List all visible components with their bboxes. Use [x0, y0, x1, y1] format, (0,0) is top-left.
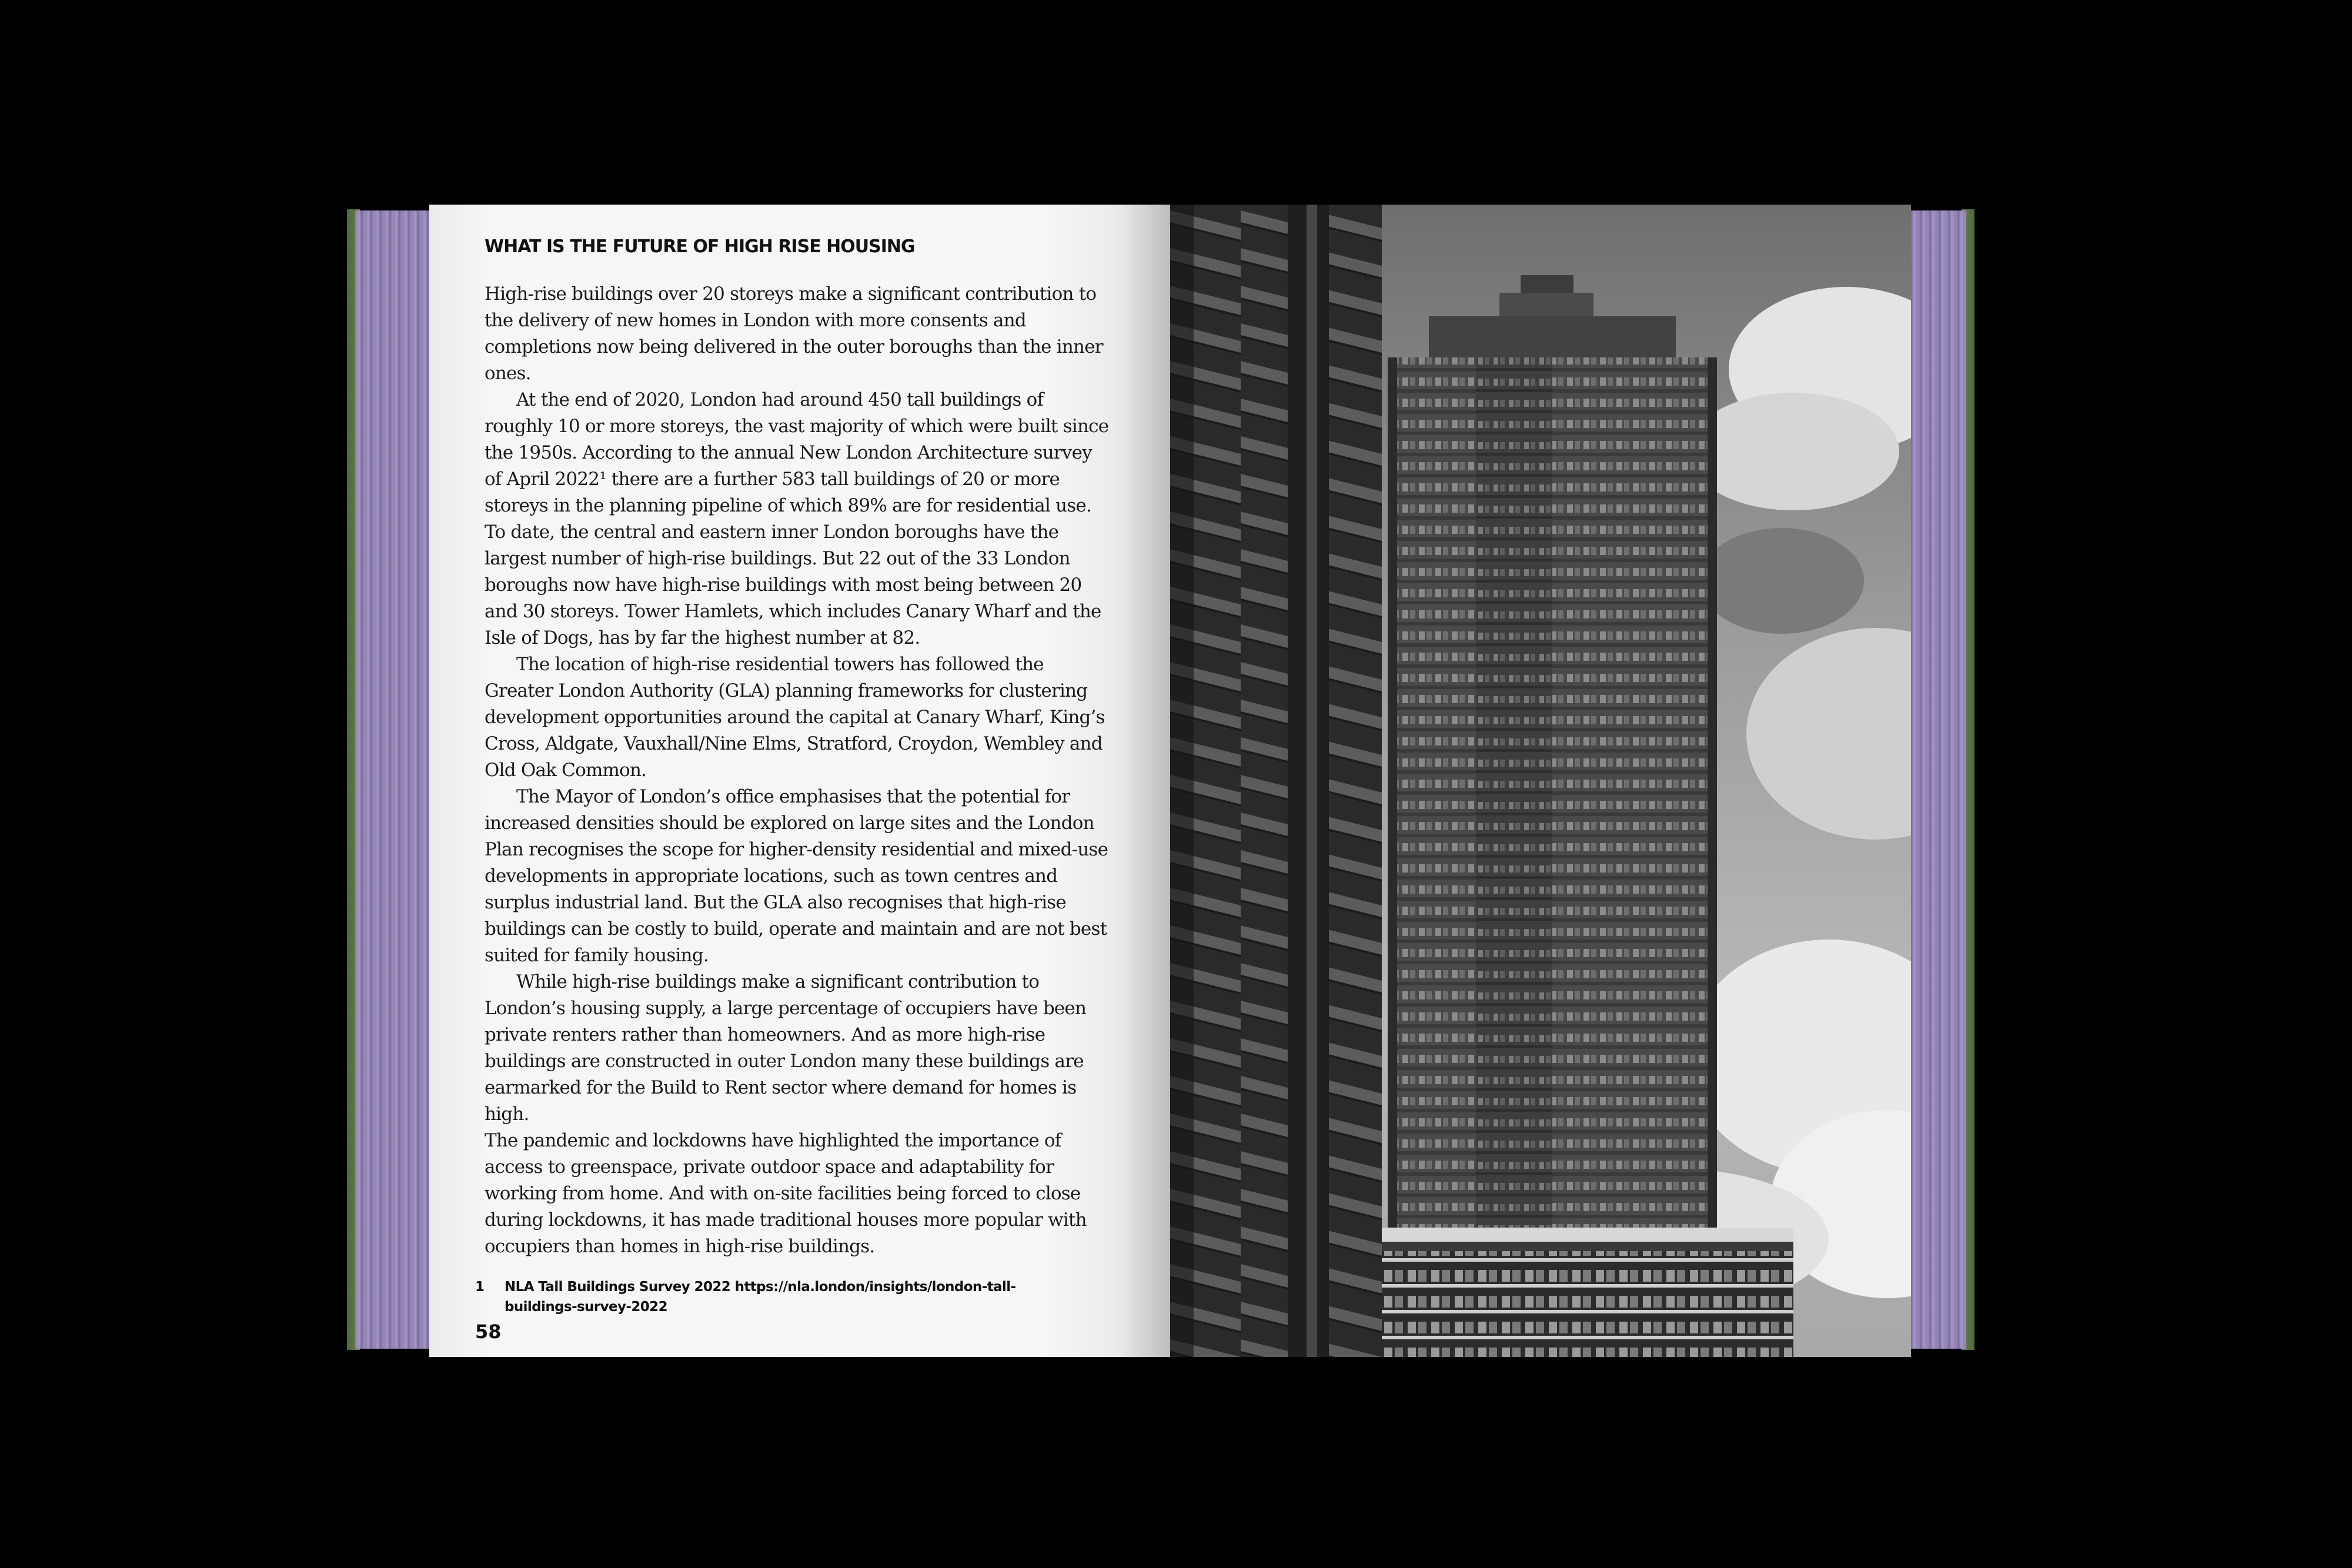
paragraph: At the end of 2020, London had around 450 tall buildings of roughly 10 or more storeys, the vast majority of which were built since the 1950s. According to the annual New London Architecture survey of April 2022¹ there are a further 583 tall buildings of 20 or more storeys in the planning pipeline of which 89% are for residential use. To date, the central and eastern inner London boroughs have the largest number of high-rise buildings. But 22 out of the 33 London boroughs now have high-rise buildings with most being between 20 and 30 storeys. Tower Hamlets, which includes Canary Wharf and the Isle of Dogs, has by far the highest number at 82. — [485, 389, 1109, 648]
page-heading: WHAT IS THE FUTURE OF HIGH RISE HOUSING — [485, 236, 915, 257]
body-text — [485, 281, 1114, 1260]
open-book — [347, 205, 1975, 1362]
tower-photo — [1170, 205, 1911, 1357]
page-number: 58 — [475, 1320, 502, 1343]
left-page — [429, 205, 1170, 1357]
right-page — [1170, 205, 1911, 1357]
paragraph: The Mayor of London’s office emphasises that the potential for increased densities should be explored on large sites and the London Plan recognises the scope for higher-density residential and mixed-use developments in appropriate locations, such as town centres and surplus industrial land. But the GLA also recognises that high-rise buildings can be costly to build, operate and maintain and are not best suited for family housing. — [485, 786, 1108, 966]
paragraph: The pandemic and lockdowns have highlighted the importance of access to greenspace, private outdoor space and adaptability for working from home. And with on-site facilities being forced to close during lockdowns, it has made traditional houses more popular with occupiers than homes in high-rise buildings. — [485, 1130, 1087, 1257]
paragraph: High-rise buildings over 20 storeys make a significant contribution to the delivery of new homes in London with more consents and completions now being delivered in the outer boroughs than the inner ones. — [485, 283, 1103, 384]
page-edges-left — [355, 210, 432, 1349]
footnote-number: 1 — [475, 1279, 485, 1295]
paragraph: While high-rise buildings make a significant contribution to London’s housing supply, a large percentage of occupiers have been private renters rather than homeowners. And as more high-rise buildings are constructed in outer London many these buildings are earmarked for the Build to Rent sector where demand for homes is high. — [485, 971, 1087, 1125]
footnote-text: NLA Tall Buildings Survey 2022 https://nla.london/insights/london-tall-buildings-survey-2022 — [505, 1279, 1016, 1315]
paragraph: The location of high-rise residential towers has followed the Greater London Authority (GLA) planning frameworks for clustering development opportunities around the capital at Canary Wharf, King’s Cross, Aldgate, Vauxhall/Nine Elms, Stratford, Croydon, Wembley and Old Oak Common. — [485, 654, 1105, 781]
